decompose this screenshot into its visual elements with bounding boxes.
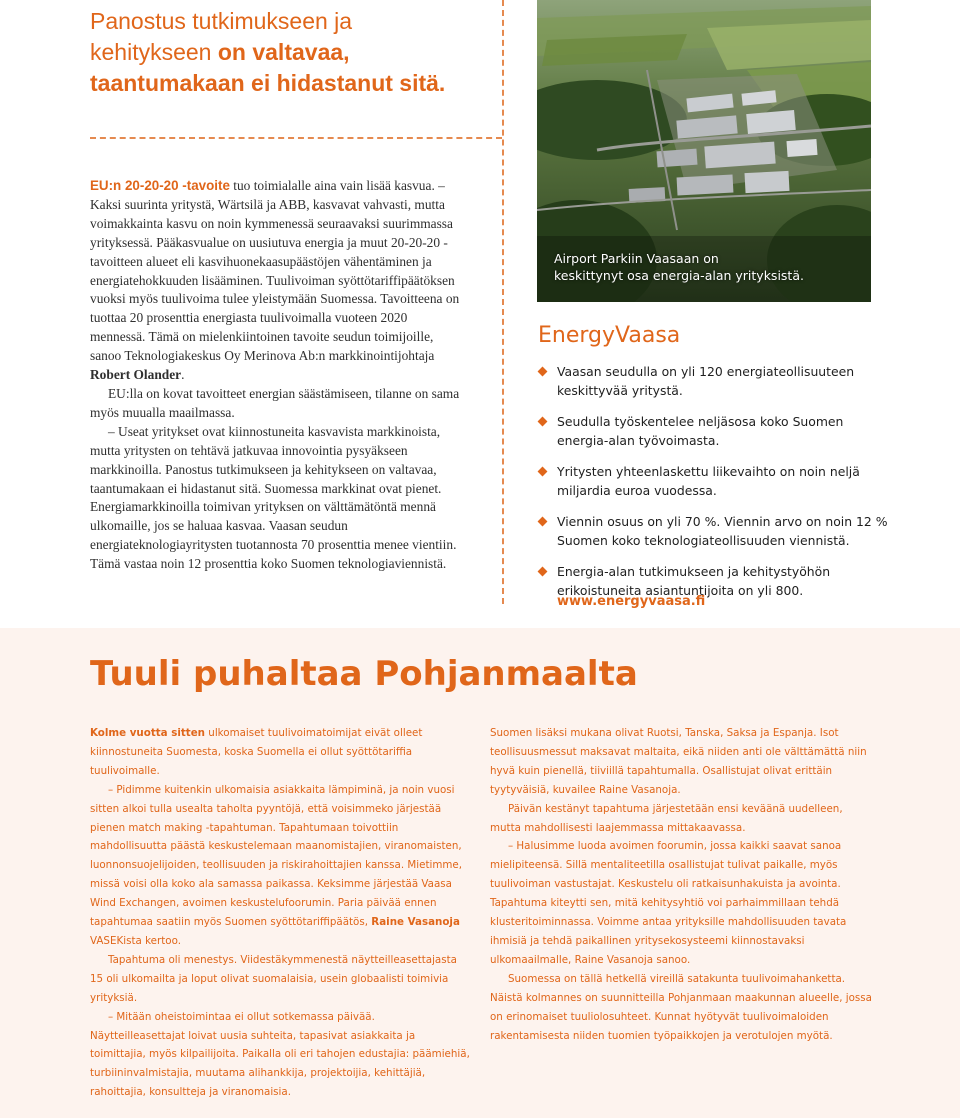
left-paragraph-3: Tapahtuma oli menestys. Viidestäkymmenestä näytteilleasettajasta 15 oli ulkomailta ja loput olivat suomalaisia, usein globaalisti toimivia yrityksiä. — [90, 953, 457, 1004]
dashed-divider-horizontal — [90, 137, 502, 139]
diamond-bullet-icon — [538, 467, 548, 477]
article-body — [90, 177, 462, 574]
energyvaasa-website-link[interactable]: www.energyvaasa.fi — [557, 594, 706, 609]
pull-quote — [90, 6, 490, 99]
bottom-section — [0, 628, 960, 1118]
fact-text: Energia-alan tutkimukseen ja kehitystyöhön erikoistuneita asiantuntijoita on yli 800. — [557, 564, 831, 598]
fact-text: Yritysten yhteenlaskettu liikevaihto on noin neljä miljardia euroa vuodessa. — [557, 464, 860, 498]
diamond-bullet-icon — [538, 367, 548, 377]
fact-text: Seudulla työskentelee neljäsosa koko Suomen energia-alan työvoimasta. — [557, 414, 844, 448]
fact-text: Vaasan seudulla on yli 120 energiateollisuuteen keskittyvää yritystä. — [557, 364, 855, 398]
photo-caption — [554, 250, 864, 284]
right-paragraph-4: Suomessa on tällä hetkellä vireillä satakunta tuulivoimahanketta. Näistä kolmannes on suunnitteilla Pohjanmaan maakunnan alueelle, jossa on erinomaiset tuuliolosuhteet. Kunnat hyötyvät tuulivoimaloiden rakentamisesta niiden tuomien työpaikkojen ja verotulojen myötä. — [490, 972, 872, 1042]
right-paragraph-2: Päivän kestänyt tapahtuma järjestetään ensi keväänä uudelleen, mutta mahdollisesti laajemmassa mittakaavassa. — [490, 802, 843, 834]
left-paragraph-2 — [90, 781, 472, 951]
right-paragraph-3: – Halusimme luoda avoimen foorumin, jossa kaikki saavat sanoa mielipiteensä. Sillä mentaliteetilla osallistujat tulivat paikalle, myös tuulivoiman vastustajat. Keskustelu oli ratkaisunhakuista ja avointa. Tapahtuma kiteytti sen, mitä kehitysyhtiö voi parhaimmillaan tehdä klusteritoiminnassa. Voimme antaa yrityksille mahdollisuuden tavata ihmisiä ja tehdä paikallinen yritysekosysteemi kiinnostavaksi ulkomaailmalle, Raine Vasanoja sanoo. — [490, 840, 847, 966]
diamond-bullet-icon — [538, 517, 548, 527]
article-lead: EU:n 20-20-20 -tavoite — [90, 178, 230, 193]
energyvaasa-facts-list — [538, 362, 888, 612]
diamond-bullet-icon — [538, 567, 548, 577]
diamond-bullet-icon — [538, 417, 548, 427]
list-item — [538, 462, 888, 500]
right-column — [490, 724, 872, 1045]
photo-caption-line-2: keskittynyt osa energia-alan yrityksistä. — [554, 268, 804, 283]
list-item — [538, 412, 888, 450]
left-lead: Kolme vuotta sitten — [90, 727, 206, 739]
quote-line-2-b: on valtavaa, — [217, 39, 350, 65]
left-paragraph-4: – Mitään oheistoimintaa ei ollut sotkemassa päivää. Näytteilleasettajat loivat uusia suhteita, tapasivat asiakkaita ja toimittajia, myös kilpailijoita. Paikalla oli eri tahojen edustajia: päämiehiä, turbiininvalmistajia, muutama alihankkija, projektoijia, kehittäjiä, rahoittajia, konsultteja ja viranomaisia. — [90, 1010, 470, 1099]
article-paragraph-3: – Useat yritykset ovat kiinnostuneita kasvavista markkinoista, mutta yritysten on tehtävä jatkuvaa innovointia pysyäkseen markkinoilla. Panostus tutkimukseen ja kehitykseen on valtavaa, taantumakaan ei hidastanut sitä. Suomessa markkinat ovat pienet. Energiamarkkinoilla toimivan yrityksen on välttämätöntä mennä ulkomaille, jos se haluaa kasvaa. Vaasan seudun energiateknologiayritysten tuotannosta 70 prosenttia menee vientiin. Tämä vastaa noin 12 prosenttia koko Suomen teknologiaviennistä. — [90, 423, 457, 572]
photo-caption-line-1: Airport Parkiin Vaasaan on — [554, 251, 719, 266]
left-p2-end: VASEKista kertoo. — [90, 934, 181, 947]
section-heading: Tuuli puhaltaa Pohjanmaalta — [90, 654, 638, 694]
quote-line-1: Panostus tutkimukseen ja — [90, 8, 353, 34]
list-item — [538, 362, 888, 400]
fact-text: Viennin osuus on yli 70 %. Viennin arvo on noin 12 % Suomen koko teknologiateollisuuden viennistä. — [557, 514, 888, 548]
quote-line-3: taantumakaan ei hidastanut sitä. — [90, 70, 446, 96]
person-name: Robert Olander — [90, 367, 182, 383]
article-p1-end: . — [181, 367, 185, 383]
energyvaasa-title: EnergyVaasa — [538, 323, 681, 348]
article-paragraph-2: EU:lla on kovat tavoitteet energian säästämiseen, tilanne on sama myös muualla maailmassa. — [90, 385, 460, 420]
list-item — [538, 512, 888, 550]
right-paragraph-1: Suomen lisäksi mukana olivat Ruotsi, Tanska, Saksa ja Espanja. Isot teollisuusmessut maksavat maltaita, eikä niiden anti ole välttämättä niin hyvä kuin pienellä, tiiviillä tapahtumalla. Osallistujat olivat erittäin tyytyväisiä, kuvailee Raine Vasanoja. — [490, 727, 867, 796]
article-paragraph-1 — [90, 177, 462, 385]
left-p2-text: – Pidimme kuitenkin ulkomaisia asiakkaita lämpiminä, ja noin vuosi sitten alkoi tulla usealta taholta pyyntöjä, että voisimmeko järjestää pienen match making -tapahtuman. Tapahtumaan toivottiin mahdollisuutta päästä keskustelemaan maanomistajien, viranomaisten, luonnonsuojelijoiden, teollisuuden ja riskirahoittajien kanssa. Mietimme, missä voisi olla koko ala samassa paikassa. Keksimme järjestää Vaasa Wind Exchangen, avoimen keskustelufoorumin. Paria päivää ennen tapahtumaa saatiin myös Suomen syöttötariffipäätös, — [90, 783, 463, 929]
left-p1-text: ulkomaiset tuulivoimatoimijat eivät olleet kiinnostuneita Suomesta, koska Suomella ei ollut syöttötariffia tuulivoimalle. — [90, 727, 423, 777]
article-p1-text: tuo toimialalle aina vain lisää kasvua. – Kaksi suurinta yritystä, Wärtsilä ja ABB, kasvavat vahvasti, mutta voimakkainta kasvu on noin kymmenessä seuraavaksi suurimmassa yrityksessä. Pääkasvualue on uusiutuva energia ja muut 20-20-20 -tavoitteen alueet eli kasvihuonekaasupäästöjen vähentäminen ja energiatehokkuuden lisääminen. Tuulivoiman syöttötariffipäätöksen vuoksi myös tuulivoima tulee yleistymään Suomessa. Tavoitteena on tuottaa 20 prosenttia energiasta tuulivoimalla vuoteen 2020 mennessä. Tämä on mielenkiintoinen tavoite seudun toimijoille, sanoo Teknologiakeskus Oy Merinova Ab:n markkinointijohtaja — [90, 178, 460, 364]
quote-line-2-a: kehitykseen — [90, 39, 218, 65]
quote-line-2 — [90, 37, 490, 68]
dashed-divider-vertical — [502, 0, 504, 604]
airport-park-photo — [537, 0, 871, 302]
person-name: Raine Vasanoja — [371, 916, 460, 929]
left-paragraph-1 — [90, 724, 472, 781]
left-column — [90, 724, 472, 1102]
